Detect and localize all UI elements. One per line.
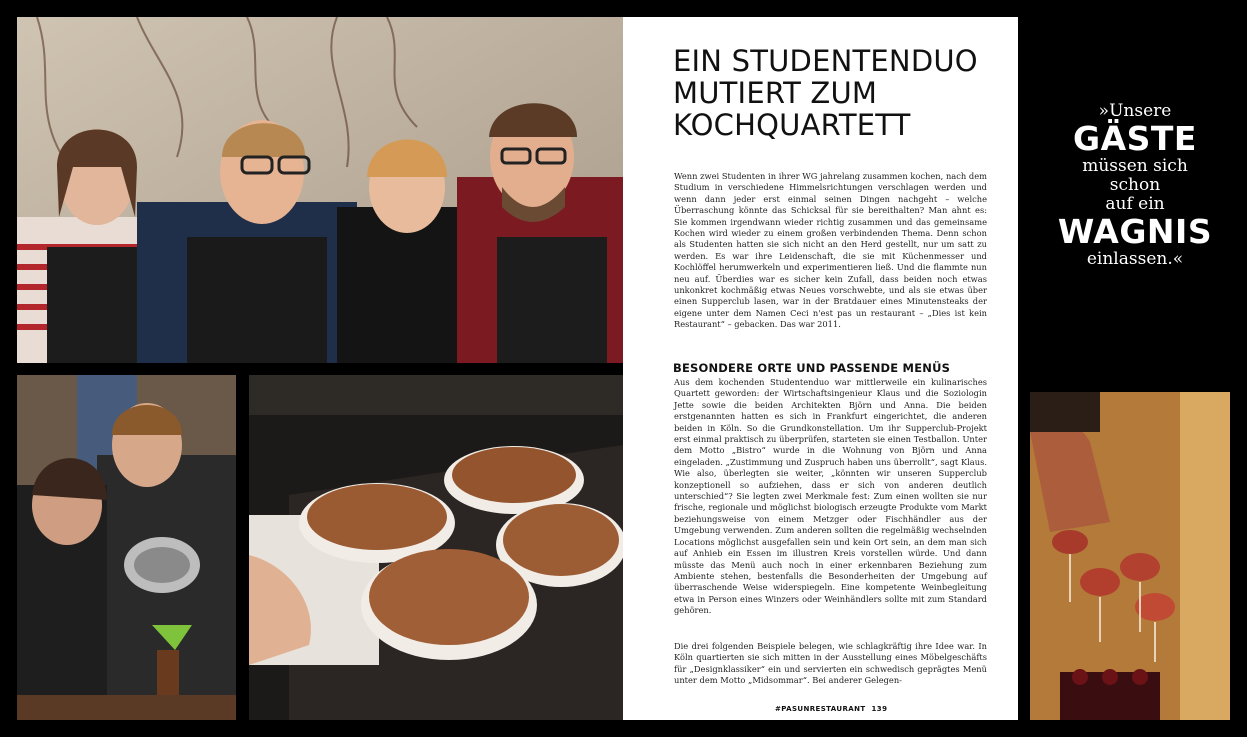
pull-quote: [1035, 102, 1235, 269]
page-number: 139: [871, 705, 888, 713]
team-photo: [17, 17, 623, 363]
quote-line: auf ein: [1105, 194, 1165, 214]
wine-photo: [1030, 392, 1230, 720]
pies-photo: [249, 375, 623, 720]
article-paragraph: Die drei folgenden Beispiele belegen, wie schlagkräftig ihre Idee war. In Köln quartierten sie sich mitten in der Ausstellung eines Möbelgeschäfts für „Designklassiker“ ein und servierten ein schwedisch geprägtes Menü unter dem Motto „Midsommar“. Bei anderer Gelegen-: [674, 641, 987, 686]
quote-emphasis: WAGNIS: [1057, 212, 1213, 251]
quote-line: einlassen.«: [1086, 249, 1184, 269]
quote-line: müssen sich: [1082, 156, 1188, 176]
article-paragraph: Aus dem kochenden Studentenduo war mittlerweile ein kulinarisches Quartett geworden: der Wirtschaftsingenieur Klaus und die Soziologin Jette sowie die beiden Architekten Björn und Anna. Die beiden erstgenannten hatten es sich in Frankfurt eingerichtet, die anderen beiden in Köln. So die Grundkonstellation. Um ihr Supperclub-Projekt erst einmal praktisch zu überprüfen, starteten sie einen Testballon. Unter dem Motto „Bistro“ wurde in die Wohnung von Björn und Anna eingeladen. „Zustimmung und Zuspruch haben uns überrollt“, sagt Klaus. Wie also, überlegten sie weiter, „könnten wir unseren Supperclub konzeptionell so aufziehen, dass er sich von anderen deutlich unterschied“? Sie legten zwei Merkmale fest: Zum einen wollten sie nur frische, regionale und möglichst biologisch erzeugte Produkte vom Markt beziehungsweise von einem Metzger oder Fischhändler aus der Umgebung verwenden. Zum anderen sollten die regelmäßig wechselnden Locations möglichst ausgefallen sein und kein Ort sein, an dem man sich auf Anhieb ein Essen im illustren Kreis vorstellen würde. Und dann müsste das Menü auch noch in einer erkennbaren Beziehung zum Ambiente stehen, bestenfalls die Besonderheiten der Umgebung auf überraschende Weise widerspiegeln. Eine kompetente Weinbegleitung etwa in Person eines Winzers oder Weinhändlers sollte mit zum Standard gehören.: [674, 377, 987, 616]
quote-line: »Unsere: [1098, 101, 1172, 121]
footer-hashtag: #PASUNRESTAURANT: [775, 705, 866, 713]
quote-emphasis: GÄSTE: [1073, 119, 1197, 158]
article-subheading: BESONDERE ORTE UND PASSENDE MENÜS: [673, 361, 951, 375]
article-paragraph: Wenn zwei Studenten in ihrer WG jahrelang zusammen kochen, nach dem Studium in verschiedene Himmelsrichtungen verschlagen werden und wenn dann jeder erst einmal seinen Dingen nachgeht – welche Überraschung könnte das Schicksal für sie bereithalten? Man ahnt es: Sie kommen irgendwann wieder richtig zusammen und das gemeinsame Kochen wird wieder zu einem großen verbindenden Thema. Denn schon als Studenten hatten sie sich nicht an den Herd gestellt, nur um satt zu werden. Es war ihre Leidenschaft, die sie mit Küchenmesser und Kochlöffel herumwerkeln und experimentieren ließ. Und die flammte nun neu auf. Überdies war es sicher kein Zufall, dass beiden noch etwas unkonkret kochmäßig etwas Neues vorschwebte, und als sie etwas über einen Supperclub lasen, war in der Bratdauer eines Minutensteaks der eigene unter dem Namen Ceci n'est pas un restaurant – „Dies ist kein Restaurant“ – gebacken. Das war 2011.: [674, 171, 987, 330]
page-footer: [775, 705, 887, 713]
article-page: [623, 17, 1018, 720]
quote-line: schon: [1109, 175, 1161, 195]
article-headline: EIN STUDENTENDUO MUTIERT ZUM KOCHQUARTETT: [673, 44, 978, 142]
cooking-photo: [17, 375, 236, 720]
